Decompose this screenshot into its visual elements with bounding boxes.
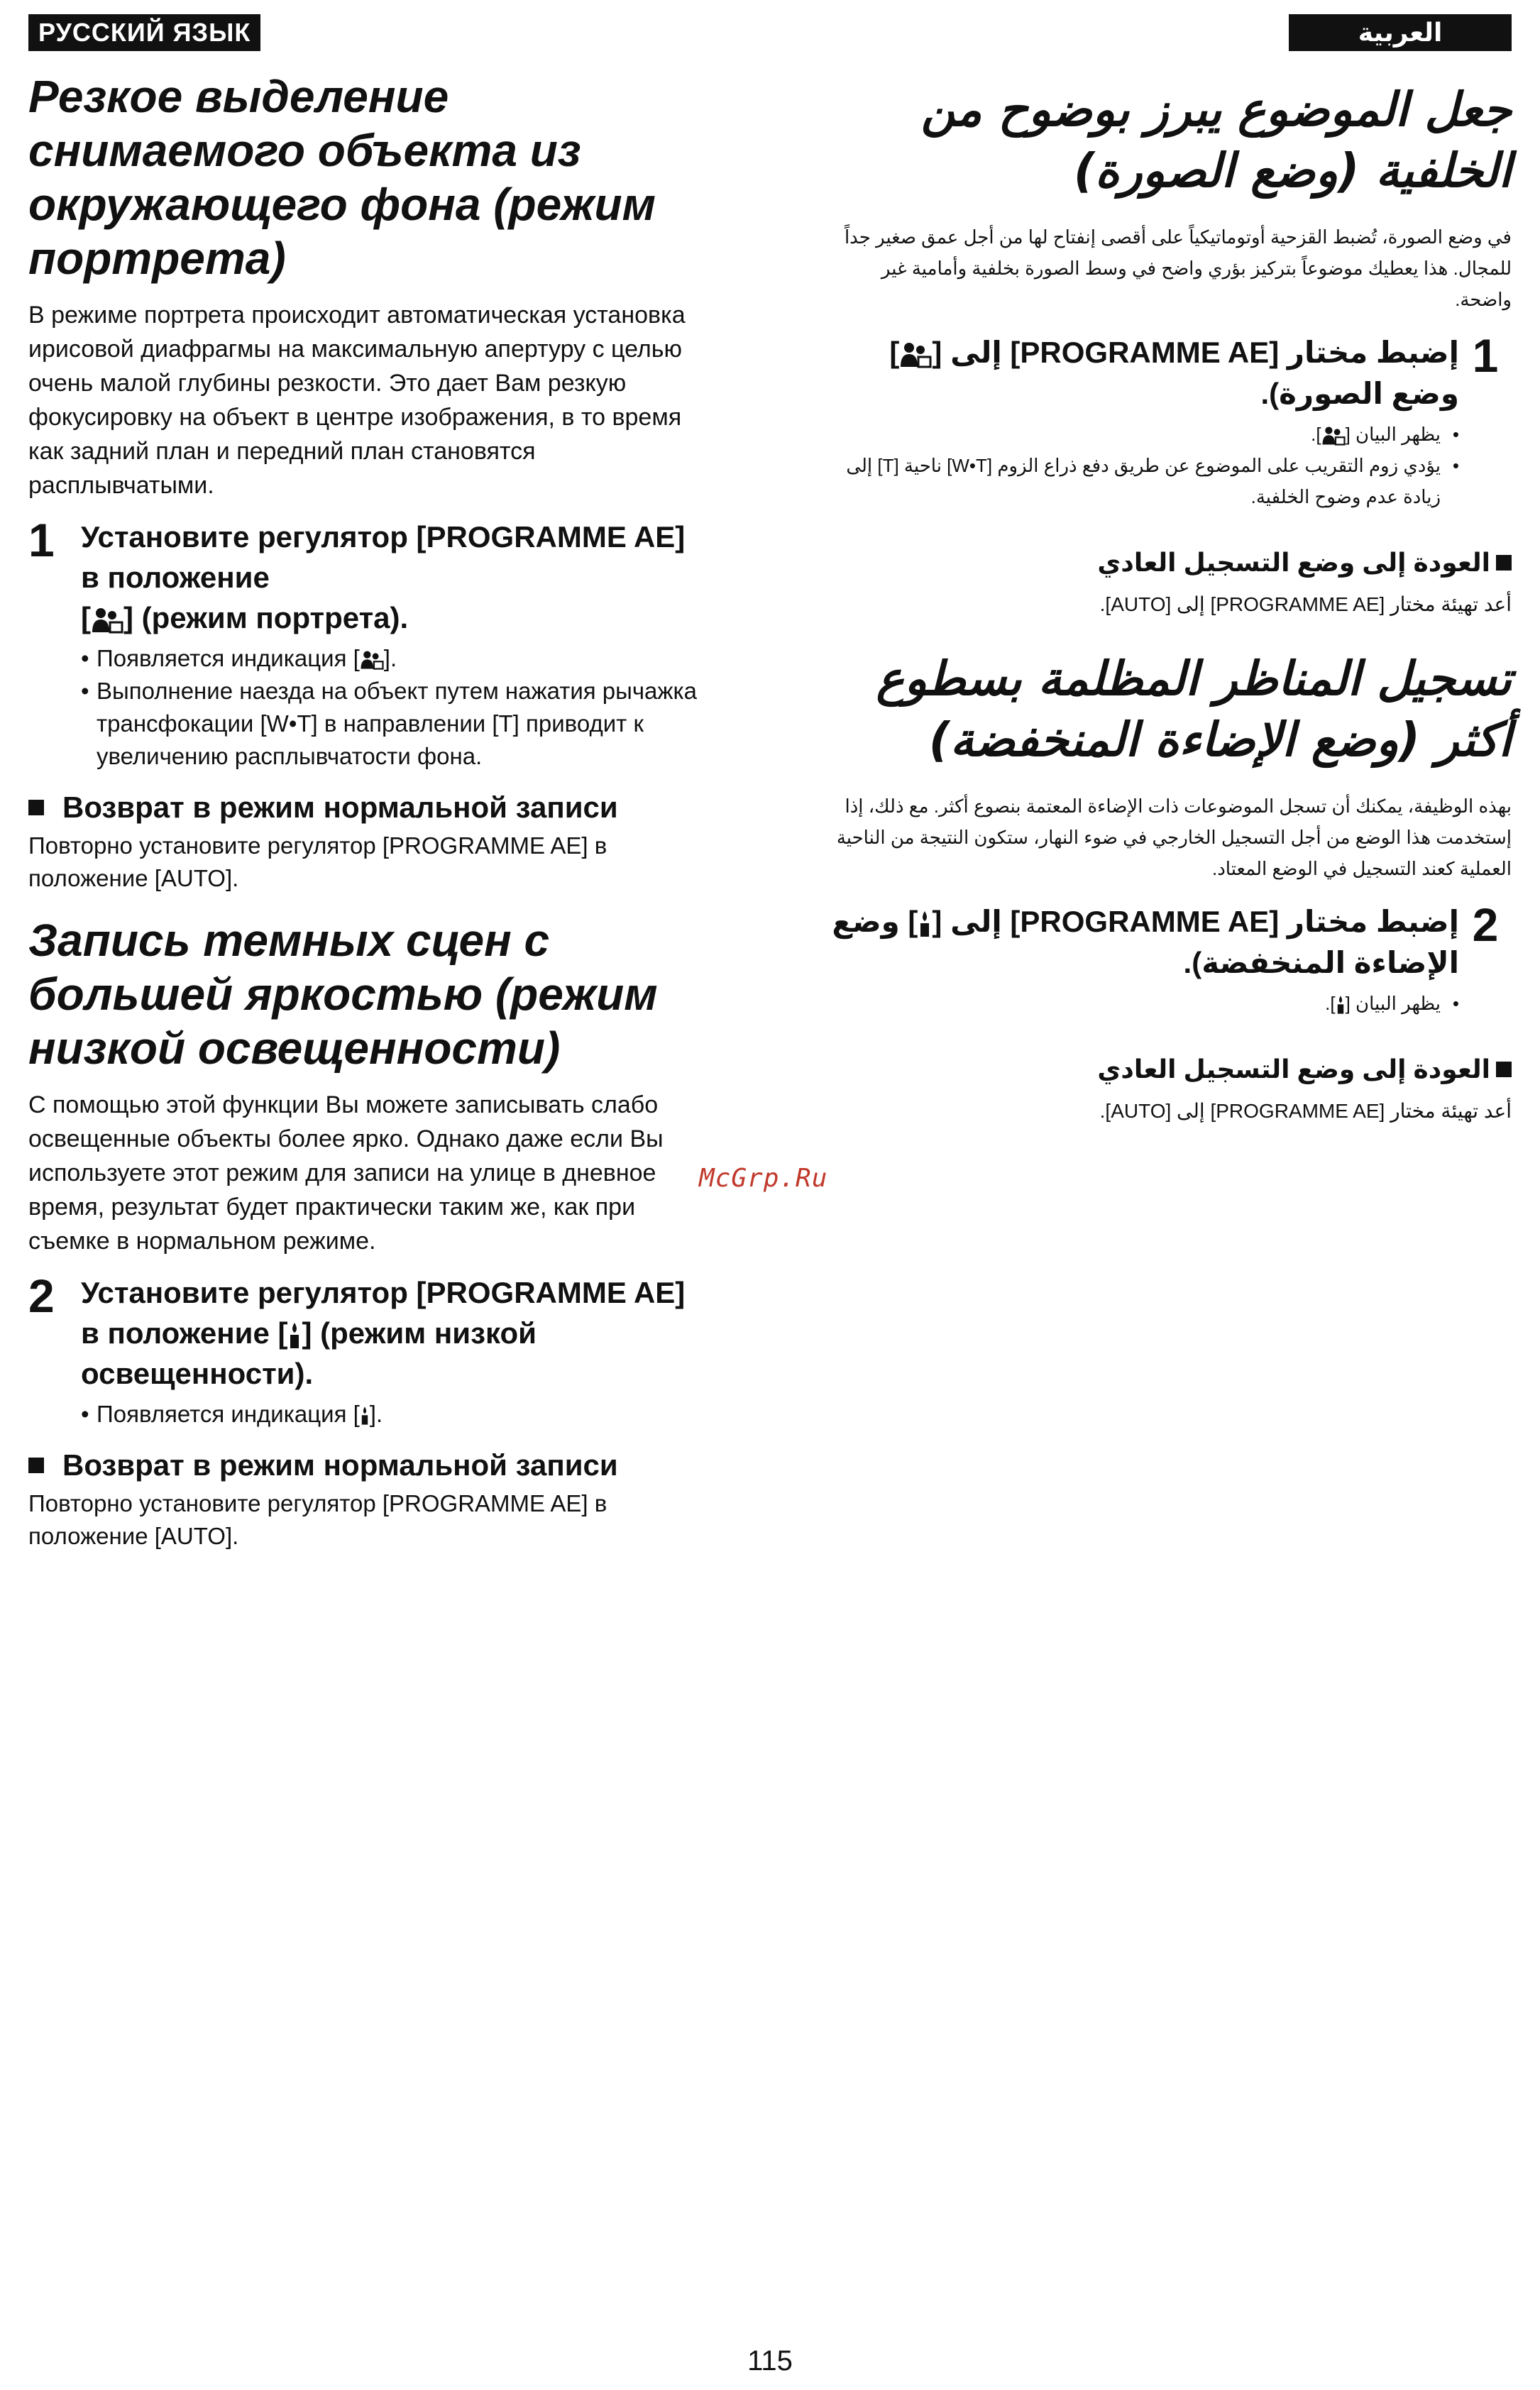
section-low-light-title: Запись темных сцен с большей яркостью (режим низкой освещенности) [28,915,658,1074]
step-text-part: [ [81,601,91,634]
step-instruction: إضبط مختار [PROGRAMME AE] إلى [ ] وضع الإضاءة المنخفضة). [832,905,1459,979]
step-text-part: ] (режим портрета). [123,601,409,634]
portrait-mode-icon [899,341,932,368]
step-number: 1 [28,514,55,566]
step-2 [28,1272,710,1394]
step-number: 2 [1472,898,1499,951]
language-tag-russian: РУССКИЙ ЯЗЫК [28,14,260,51]
russian-column [28,14,710,1567]
square-bullet-icon [28,800,44,815]
note-item: • يؤدي زوم التقريب على الموضوع عن طريق دفع ذراع الزوم [W•T] ناحية [T] إلى زيادة عدم وضوح الخلفية. [823,450,1459,512]
step-1-ar [823,329,1512,414]
section-portrait-title: Резкое выделение снимаемого объекта из окружающего фона (режим портрета) [28,71,656,284]
note-item: • Появляется индикация [ ]. [81,642,710,675]
low-light-mode-icon [918,910,932,938]
step-text-part: Установите регулятор [PROGRAMME AE] в положение [81,520,686,594]
return-normal-text-ar: أعد تهيئة مختار [PROGRAMME AE] إلى [AUTO]. [1099,593,1512,615]
step-1-notes-ar [823,419,1459,512]
language-tag-arabic: العربية [1289,14,1512,51]
return-normal-text: Повторно установите регулятор [PROGRAMME AE] в положение [AUTO]. [28,832,607,891]
step-1 [28,514,710,638]
step-2-ar [823,898,1512,984]
page-number: 115 [747,2345,793,2377]
return-normal-heading-ar: العودة إلى وضع التسجيل العادي [823,544,1512,582]
section-portrait-title-ar: جعل الموضوع يبرز بوضوح من الخلفية (وضع الصورة) [920,82,1512,198]
return-normal-heading: Возврат в режим нормальной записи [28,788,710,827]
section-portrait-intro-ar: في وضع الصورة، تُضبط القزحية أوتوماتيكياً على أقصى إنفتاح لها من أجل عمق صغير جداً للمجال. هذا يعطيك موضوعاً بتركيز بؤري واضح في وسط الصورة بخلفية وأمامية غير واضحة. [844,226,1512,310]
portrait-mode-icon [91,607,123,634]
square-bullet-icon [1496,555,1512,571]
arabic-column [823,14,1512,1148]
return-normal-text-ar: أعد تهيئة مختار [PROGRAMME AE] إلى [AUTO]. [1099,1100,1512,1122]
note-item: • Появляется индикация [ ]. [81,1398,710,1431]
return-normal-heading-ar: العودة إلى وضع التسجيل العادي [823,1050,1512,1089]
low-light-mode-icon [360,1406,370,1426]
section-low-light-title-ar: تسجيل المناظر المظلمة بسطوع أكثر (وضع الإضاءة المنخفضة) [876,651,1512,767]
section-portrait-intro: В режиме портрета происходит автоматическая установка ирисовой диафрагмы на максимальную апертуру с целью очень малой глубины резкости. Это дает Вам резкую фокусировку на объект в центре изображения, в то время как задний план и передний план становятся расплывчатыми. [28,302,686,499]
section-low-light-intro: С помощью этой функции Вы можете записывать слабо освещенные объекты более ярко. Однако даже если Вы используете этот режим для записи на улице в дневное время, результат будет практически таким же, как при съемке в нормальном режиме. [28,1091,664,1255]
watermark-text: McGrp.Ru [699,1164,828,1193]
step-instruction [81,517,710,638]
step-instruction: إضبط مختار [PROGRAMME AE] إلى [ ] وضع الصورة). [889,336,1459,410]
note-item: • Выполнение наезда на объект путем нажатия рычажка трансфокации [W•T] в направлении [T] приводит к увеличению расплывчатости фона. [81,675,710,773]
square-bullet-icon [28,1458,44,1473]
return-normal-heading: Возврат в режим нормальной записи [28,1446,710,1485]
step-number: 1 [1472,329,1499,382]
step-1-notes [81,642,710,773]
section-low-light-intro-ar: بهذه الوظيفة، يمكنك أن تسجل الموضوعات ذات الإضاءة المعتمة بنصوع أكثر. مع ذلك، إذا إستخدمت هذا الوضع من أجل التسجيل الخارجي في ضوء النهار، ستكون النتيجة من الناحية العملية كعند التسجيل في الوضع المعتاد. [836,795,1512,879]
step-instruction: Установите регулятор [PROGRAMME AE] в положение [ ] (режим низкой освещенности). [81,1276,686,1390]
portrait-mode-icon [1321,426,1346,446]
return-normal-text: Повторно установите регулятор [PROGRAMME AE] в положение [AUTO]. [28,1490,607,1549]
portrait-mode-icon [360,650,384,670]
note-item: • يظهر البيان [ ]. [823,988,1459,1019]
step-2-notes [81,1398,710,1431]
step-number: 2 [28,1270,55,1322]
low-light-mode-icon [1336,995,1346,1015]
low-light-mode-icon [287,1321,302,1350]
square-bullet-icon [1496,1062,1512,1077]
note-item: • يظهر البيان [ ]. [823,419,1459,450]
step-2-notes-ar [823,988,1459,1019]
